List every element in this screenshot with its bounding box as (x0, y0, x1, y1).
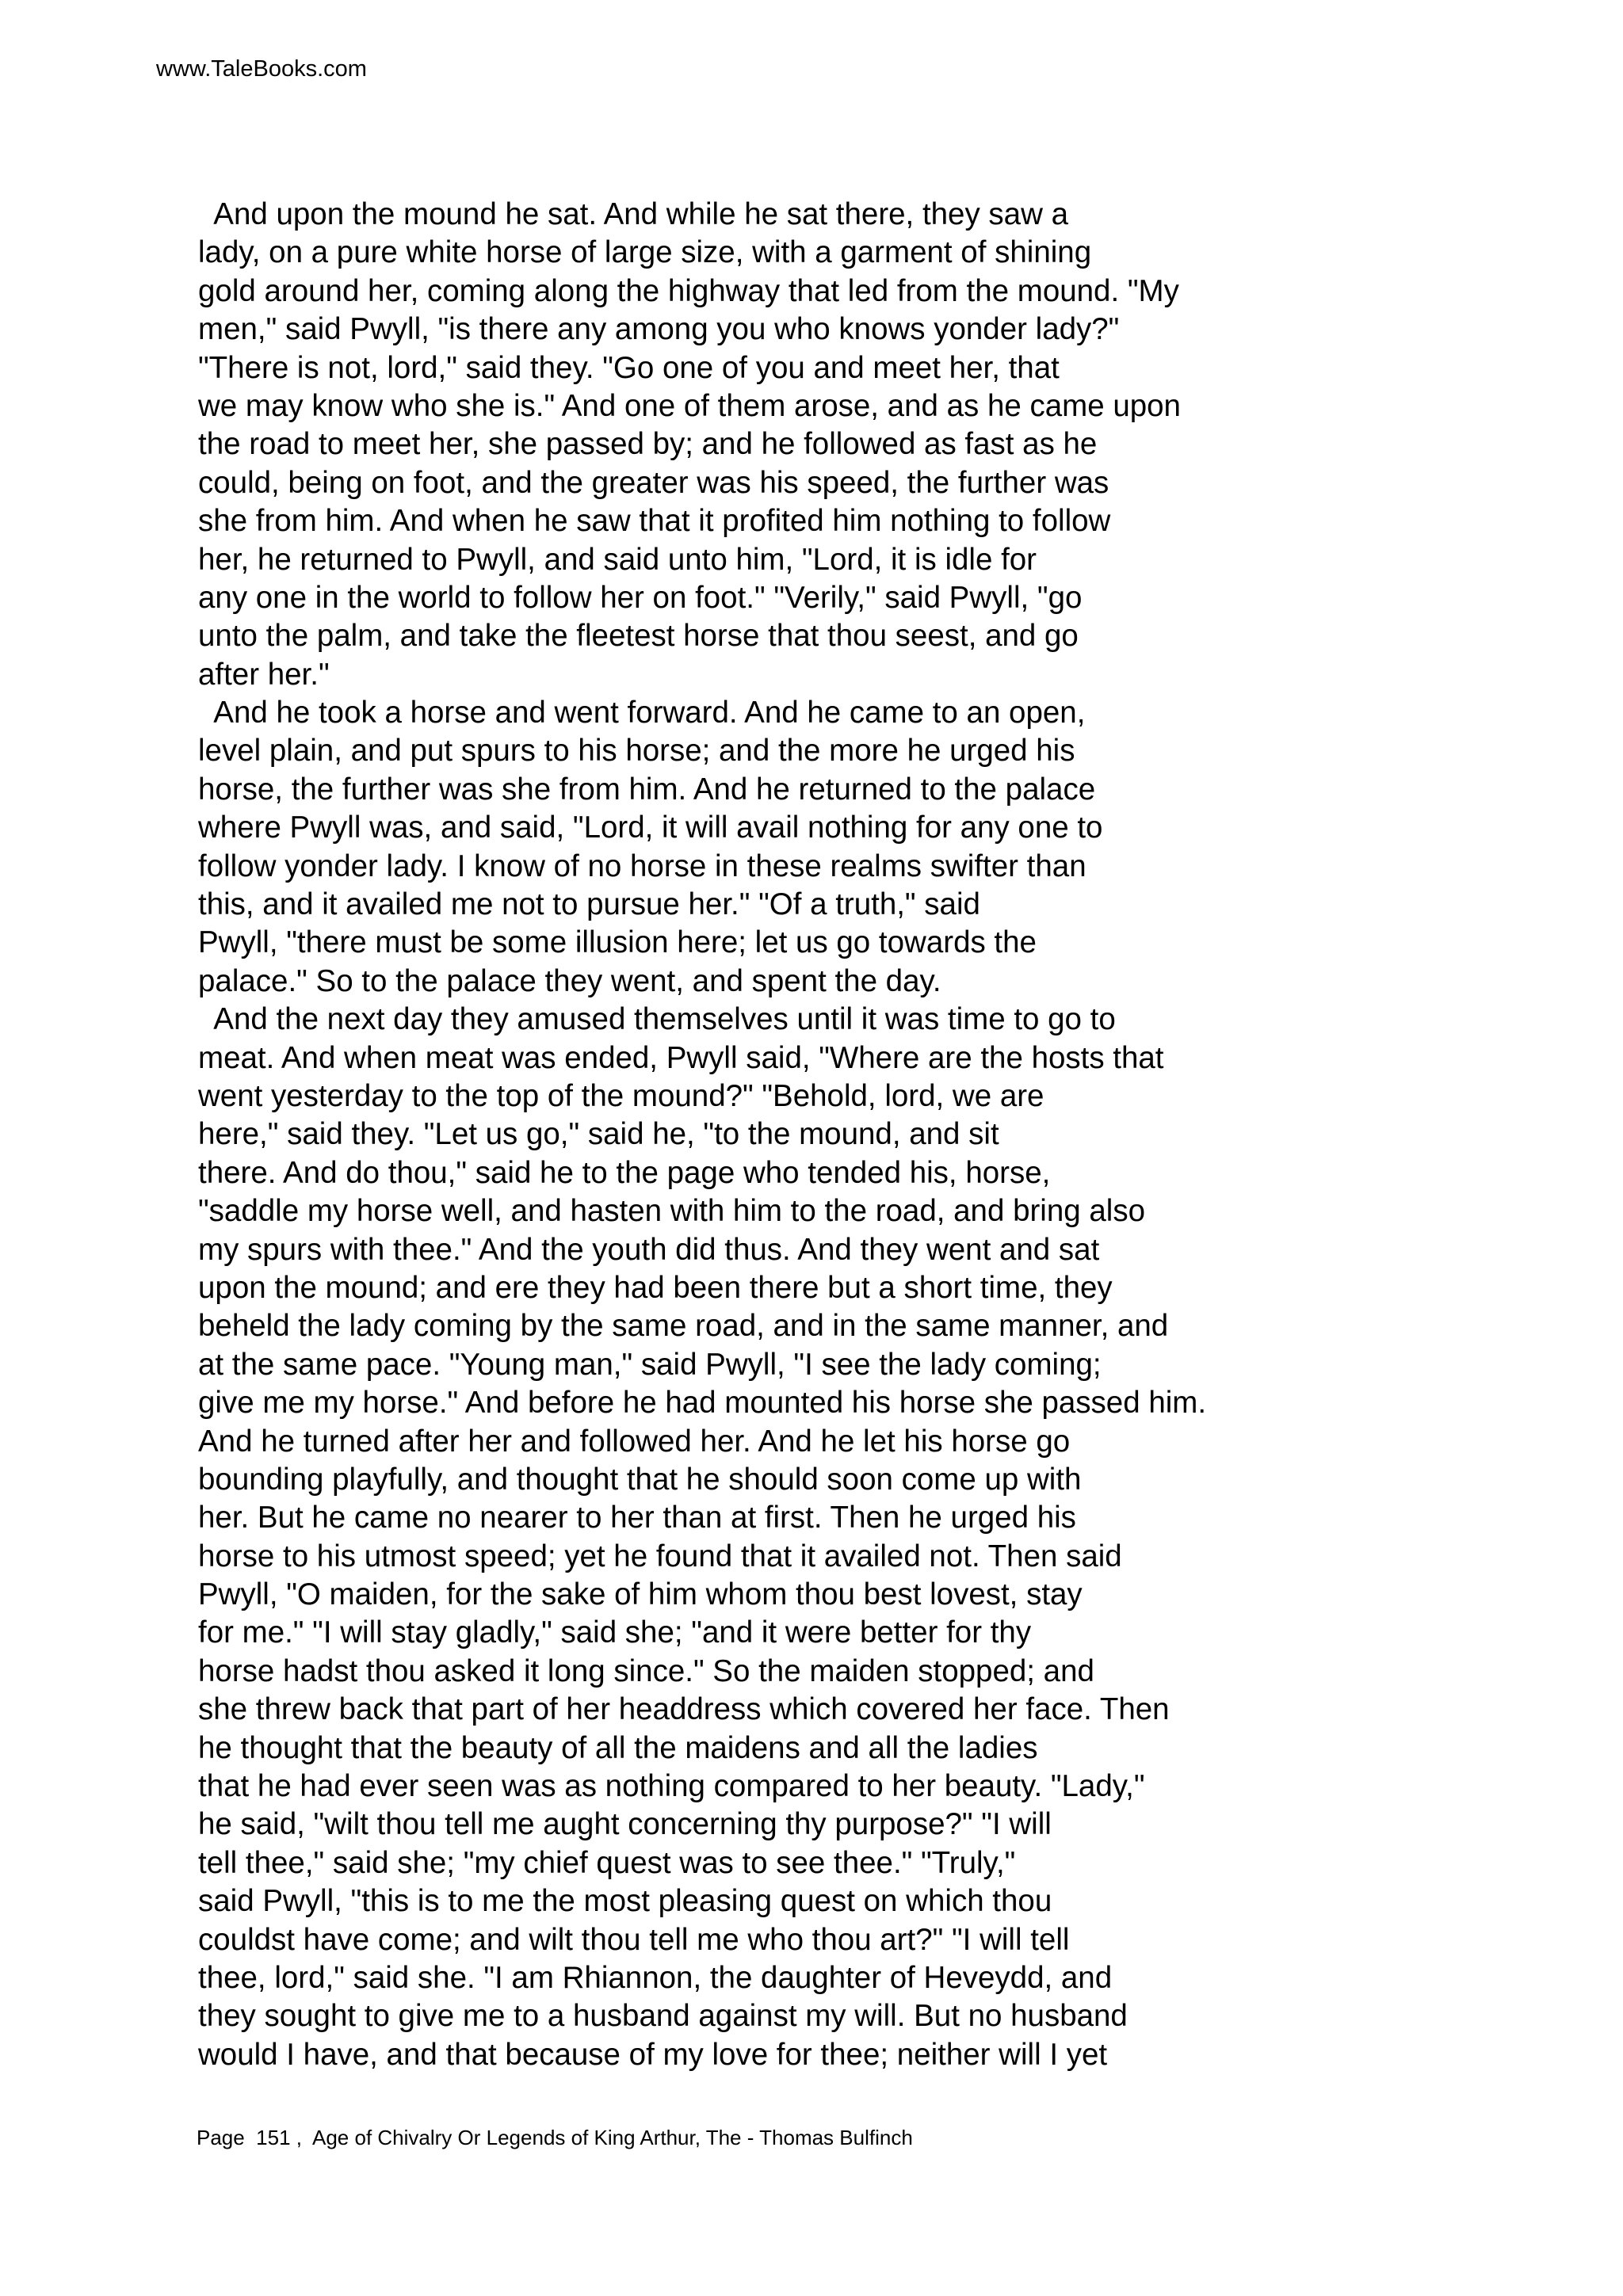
text-line: there. And do thou," said he to the page who tended his, horse, (198, 1155, 1051, 1190)
text-line: Pwyll, "there must be some illusion here; let us go towards the (198, 925, 1037, 960)
text-line: thee, lord," said she. "I am Rhiannon, the daughter of Heveydd, and (198, 1960, 1113, 1995)
text-line: And he turned after her and followed her. And he let his horse go (198, 1424, 1071, 1459)
text-line: And he took a horse and went forward. And he came to an open, (198, 696, 1086, 730)
text-line: level plain, and put spurs to his horse; and the more he urged his (198, 734, 1075, 769)
text-line: she threw back that part of her headdress which covered her face. Then (198, 1692, 1170, 1727)
text-line: Pwyll, "O maiden, for the sake of him whom thou best lovest, stay (198, 1577, 1083, 1612)
text-line: we may know who she is." And one of them arose, and as he came upon (198, 388, 1181, 423)
text-line: any one in the world to follow her on foot." "Verily," said Pwyll, "go (198, 580, 1083, 615)
text-line: could, being on foot, and the greater was his speed, the further was (198, 465, 1109, 500)
text-line: that he had ever seen was as nothing compared to her beauty. "Lady," (198, 1769, 1145, 1804)
text-line: "There is not, lord," said they. "Go one of you and meet her, that (198, 350, 1060, 385)
text-line: give me my horse." And before he had mounted his horse she passed him. (198, 1386, 1207, 1421)
page-footer: Page 151 , Age of Chivalry Or Legends of King Arthur, The - Thomas Bulfinch (197, 2126, 913, 2149)
text-line: follow yonder lady. I know of no horse in these realms swifter than (198, 849, 1086, 883)
text-line: unto the palm, and take the fleetest horse that thou seest, and go (198, 619, 1079, 654)
text-line: her, he returned to Pwyll, and said unto him, "Lord, it is idle for (198, 542, 1037, 577)
text-line: palace." So to the palace they went, and spent the day. (198, 963, 941, 998)
text-line: he thought that the beauty of all the maidens and all the ladies (198, 1730, 1038, 1765)
text-line: her. But he came no nearer to her than at first. Then he urged his (198, 1501, 1076, 1535)
site-header: www.TaleBooks.com (156, 56, 367, 82)
text-line: tell thee," said she; "my chief quest was to see thee." "Truly," (198, 1845, 1016, 1880)
text-line: horse to his utmost speed; yet he found that it availed not. Then said (198, 1539, 1122, 1573)
text-line: couldst have come; and wilt thou tell me who thou art?" "I will tell (198, 1922, 1070, 1957)
text-line: went yesterday to the top of the mound?" "Behold, lord, we are (198, 1078, 1044, 1113)
text-line: "saddle my horse well, and hasten with him to the road, and bring also (198, 1194, 1146, 1229)
text-line: And upon the mound he sat. And while he sat there, they saw a (198, 197, 1068, 231)
text-line: meat. And when meat was ended, Pwyll said, "Where are the hosts that (198, 1040, 1164, 1075)
text-line: gold around her, coming along the highway that led from the mound. "My (198, 273, 1179, 308)
text-line: horse, the further was she from him. And he returned to the palace (198, 772, 1096, 807)
text-line: he said, "wilt thou tell me aught concerning thy purpose?" "I will (198, 1807, 1052, 1842)
text-line: she from him. And when he saw that it profited him nothing to follow (198, 504, 1111, 539)
text-line: would I have, and that because of my love for thee; neither will I yet (198, 2037, 1108, 2072)
text-line: beheld the lady coming by the same road, and in the same manner, and (198, 1309, 1169, 1344)
text-line: for me." "I will stay gladly," said she; "and it were better for thy (198, 1615, 1032, 1650)
page-body (198, 196, 1545, 2074)
text-line: at the same pace. "Young man," said Pwyll, "I see the lady coming; (198, 1347, 1102, 1382)
text-line: after her." (198, 657, 330, 692)
text-line: here," said they. "Let us go," said he, "to the mound, and sit (198, 1117, 999, 1152)
text-line: lady, on a pure white horse of large size, with a garment of shining (198, 235, 1092, 270)
text-line: my spurs with thee." And the youth did thus. And they went and sat (198, 1232, 1100, 1267)
text-line: horse hadst thou asked it long since." So the maiden stopped; and (198, 1653, 1094, 1688)
text-line: bounding playfully, and thought that he should soon come up with (198, 1462, 1082, 1497)
text-line: upon the mound; and ere they had been there but a short time, they (198, 1270, 1113, 1305)
text-line: said Pwyll, "this is to me the most pleasing quest on which thou (198, 1884, 1052, 1919)
text-line: they sought to give me to a husband against my will. But no husband (198, 1999, 1128, 2034)
text-line: this, and it availed me not to pursue her." "Of a truth," said (198, 887, 980, 922)
text-line: men," said Pwyll, "is there any among you who knows yonder lady?" (198, 312, 1120, 347)
text-line: the road to meet her, she passed by; and he followed as fast as he (198, 427, 1098, 462)
text-line: where Pwyll was, and said, "Lord, it will avail nothing for any one to (198, 810, 1103, 845)
text-line: And the next day they amused themselves until it was time to go to (198, 1002, 1116, 1037)
